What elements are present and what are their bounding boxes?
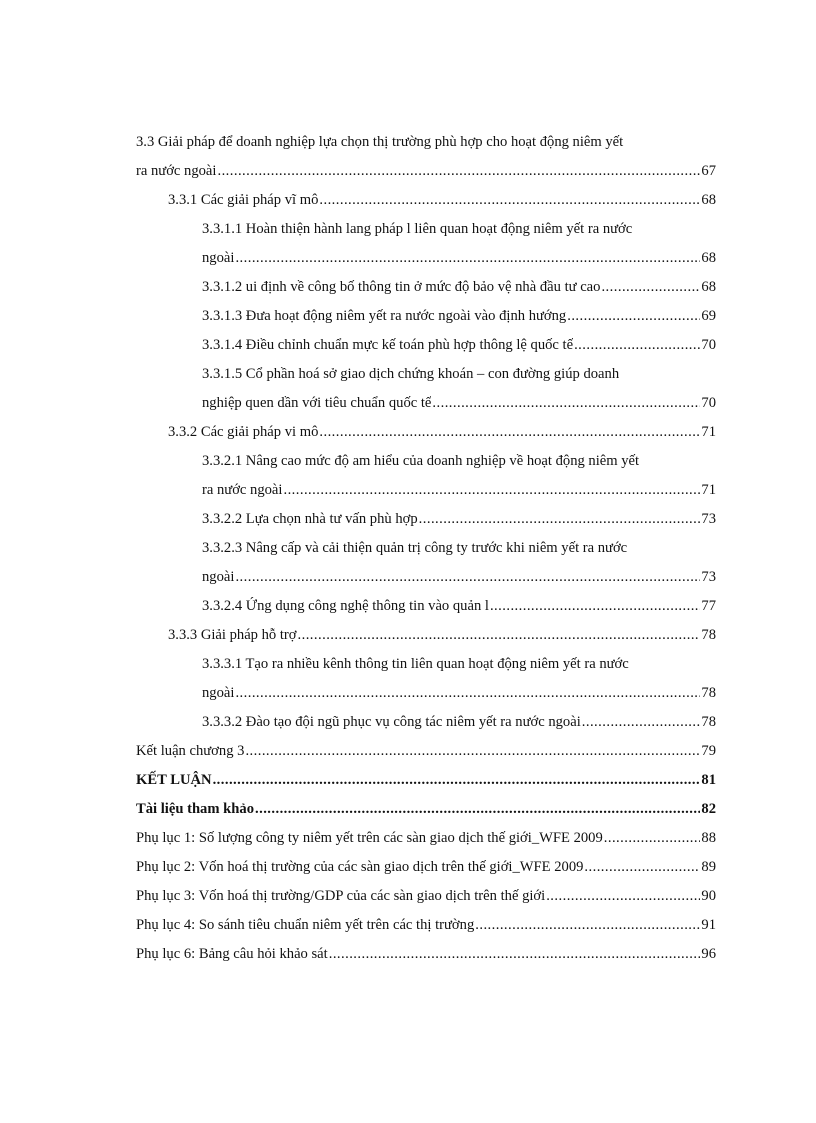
toc-entry[interactable] [136, 708, 716, 737]
toc-entry-title: 3.3.3 Giải pháp hỗ trợ [168, 627, 297, 643]
toc-entry[interactable] [136, 273, 716, 302]
dot-leader [546, 882, 700, 911]
dot-leader [255, 795, 700, 824]
toc-entry-title: Phụ lục 4: So sánh tiêu chuẩn niêm yết trên các thị trường [136, 917, 475, 933]
toc-entry-title: ngoài [202, 569, 235, 585]
toc-entry-line [136, 157, 716, 186]
toc-page-number: 78 [701, 714, 716, 730]
toc-page-number: 78 [701, 627, 716, 643]
toc-page-number: 96 [701, 946, 716, 962]
toc-entry-title: Phụ lục 2: Vốn hoá thị trường của các sàn giao dịch trên thế giới_WFE 2009 [136, 859, 584, 875]
toc-page-number: 68 [701, 279, 716, 295]
toc-page-number: 77 [701, 598, 716, 614]
toc-entry[interactable] [136, 215, 716, 273]
toc-entry[interactable] [136, 360, 716, 418]
table-of-contents [136, 128, 716, 969]
toc-entry-line [136, 795, 716, 824]
toc-entry-line [202, 331, 716, 360]
toc-page-number: 70 [701, 337, 716, 353]
dot-leader [490, 592, 700, 621]
toc-page-number: 73 [701, 511, 716, 527]
toc-page-number: 89 [701, 859, 716, 875]
toc-entry[interactable] [136, 940, 716, 969]
toc-entry[interactable] [136, 592, 716, 621]
toc-entry-title: 3.3.1.2 ui định về công bố thông tin ở mức độ bảo vệ nhà đầu tư cao [202, 279, 601, 295]
dot-leader [213, 766, 701, 795]
toc-entry[interactable] [136, 447, 716, 505]
dot-leader [475, 911, 700, 940]
dot-leader [217, 157, 700, 186]
toc-entry-line [202, 389, 716, 418]
toc-entry-line [202, 302, 716, 331]
toc-entry-title: 3.3.1.3 Đưa hoạt động niêm yết ra nước ngoài vào định hướng [202, 308, 567, 324]
dot-leader [582, 708, 701, 737]
toc-entry-line [136, 882, 716, 911]
dot-leader [319, 186, 700, 215]
toc-page-number: 71 [701, 424, 716, 440]
toc-page-number: 88 [701, 830, 716, 846]
dot-leader [432, 389, 700, 418]
toc-entry-line [202, 708, 716, 737]
toc-entry[interactable] [136, 853, 716, 882]
dot-leader [235, 244, 700, 273]
dot-leader [419, 505, 701, 534]
toc-entry-title-first-line: 3.3.1.1 Hoàn thiện hành lang pháp l liên quan hoạt động niêm yết ra nước [202, 221, 633, 237]
toc-entry[interactable] [136, 418, 716, 447]
toc-entry-line [136, 766, 716, 795]
toc-entry[interactable] [136, 737, 716, 766]
toc-entry-title-first-line: 3.3.2.3 Nâng cấp và cải thiện quản trị công ty trước khi niêm yết ra nước [202, 540, 628, 556]
toc-entry-title: 3.3.1 Các giải pháp vĩ mô [168, 192, 319, 208]
toc-entry[interactable] [136, 882, 716, 911]
toc-entry-title-first-line: 3.3.3.1 Tạo ra nhiều kênh thông tin liên quan hoạt động niêm yết ra nước [202, 656, 629, 672]
toc-entry-line [202, 592, 716, 621]
toc-entry-title: 3.3.1.4 Điều chỉnh chuẩn mực kế toán phù hợp thông lệ quốc tế [202, 337, 574, 353]
dot-leader [245, 737, 700, 766]
dot-leader [604, 824, 701, 853]
toc-entry[interactable] [136, 331, 716, 360]
toc-entry-title: ra nước ngoài [136, 163, 217, 179]
toc-entry-line [168, 418, 716, 447]
toc-entry-title: Phụ lục 6: Bảng câu hỏi khảo sát [136, 946, 328, 962]
dot-leader [319, 418, 700, 447]
toc-entry-title: Phụ lục 3: Vốn hoá thị trường/GDP của các sàn giao dịch trên thế giới [136, 888, 546, 904]
toc-entry[interactable] [136, 186, 716, 215]
toc-entry[interactable] [136, 505, 716, 534]
toc-page-number: 68 [701, 192, 716, 208]
toc-page-number: 68 [701, 250, 716, 266]
dot-leader [235, 679, 700, 708]
toc-entry-title: ra nước ngoài [202, 482, 283, 498]
toc-entry-line [202, 563, 716, 592]
toc-page-number: 73 [701, 569, 716, 585]
toc-entry-line [202, 679, 716, 708]
dot-leader [584, 853, 700, 882]
dot-leader [283, 476, 700, 505]
toc-entry-title: 3.3.2 Các giải pháp vi mô [168, 424, 319, 440]
toc-entry[interactable] [136, 128, 716, 186]
toc-entry-title: Phụ lục 1: Số lượng công ty niêm yết trên các sàn giao dịch thế giới_WFE 2009 [136, 830, 603, 846]
toc-entry-title: Tài liệu tham khảo [136, 801, 254, 817]
toc-entry-line [136, 824, 716, 853]
toc-entry[interactable] [136, 534, 716, 592]
dot-leader [574, 331, 700, 360]
dot-leader [601, 273, 700, 302]
toc-page-number: 70 [701, 395, 716, 411]
toc-entry[interactable] [136, 302, 716, 331]
toc-page-number: 91 [701, 917, 716, 933]
toc-entry[interactable] [136, 911, 716, 940]
toc-entry[interactable] [136, 795, 716, 824]
toc-entry-line [202, 244, 716, 273]
toc-entry-line [136, 853, 716, 882]
toc-entry[interactable] [136, 650, 716, 708]
toc-page-number: 90 [701, 888, 716, 904]
toc-entry-line [202, 273, 716, 302]
toc-entry[interactable] [136, 824, 716, 853]
toc-entry-line [168, 621, 716, 650]
toc-entry-line [136, 940, 716, 969]
toc-page-number: 71 [701, 482, 716, 498]
dot-leader [567, 302, 700, 331]
toc-page-number: 67 [701, 163, 716, 179]
toc-entry[interactable] [136, 766, 716, 795]
toc-entry-title: KẾT LUẬN [136, 772, 212, 788]
toc-entry[interactable] [136, 621, 716, 650]
dot-leader [235, 563, 700, 592]
toc-page-number: 82 [701, 801, 716, 817]
toc-entry-title: ngoài [202, 250, 235, 266]
toc-page-number: 78 [701, 685, 716, 701]
toc-page-number: 79 [701, 743, 716, 759]
toc-entry-title: nghiệp quen dần với tiêu chuẩn quốc tế [202, 395, 432, 411]
toc-entry-title: Kết luận chương 3 [136, 743, 245, 759]
toc-entry-title: ngoài [202, 685, 235, 701]
toc-page-number: 81 [701, 772, 716, 788]
toc-entry-title-first-line: 3.3.1.5 Cổ phần hoá sở giao dịch chứng khoán – con đường giúp doanh [202, 366, 620, 382]
toc-entry-title: 3.3.2.4 Ứng dụng công nghệ thông tin vào quản l [202, 598, 489, 614]
toc-entry-title: 3.3.2.2 Lựa chọn nhà tư vấn phù hợp [202, 511, 418, 527]
dot-leader [298, 621, 701, 650]
toc-entry-line [202, 505, 716, 534]
dot-leader [329, 940, 701, 969]
toc-entry-title-first-line: 3.3.2.1 Nâng cao mức độ am hiểu của doanh nghiệp về hoạt động niêm yết [202, 453, 640, 469]
toc-entry-title-first-line: 3.3 Giải pháp để doanh nghiệp lựa chọn thị trường phù hợp cho hoạt động niêm yết [136, 134, 624, 150]
toc-entry-line [202, 476, 716, 505]
toc-entry-line [136, 911, 716, 940]
toc-page-number: 69 [701, 308, 716, 324]
toc-entry-line [168, 186, 716, 215]
toc-entry-title: 3.3.3.2 Đào tạo đội ngũ phục vụ công tác niêm yết ra nước ngoài [202, 714, 581, 730]
toc-entry-line [136, 737, 716, 766]
